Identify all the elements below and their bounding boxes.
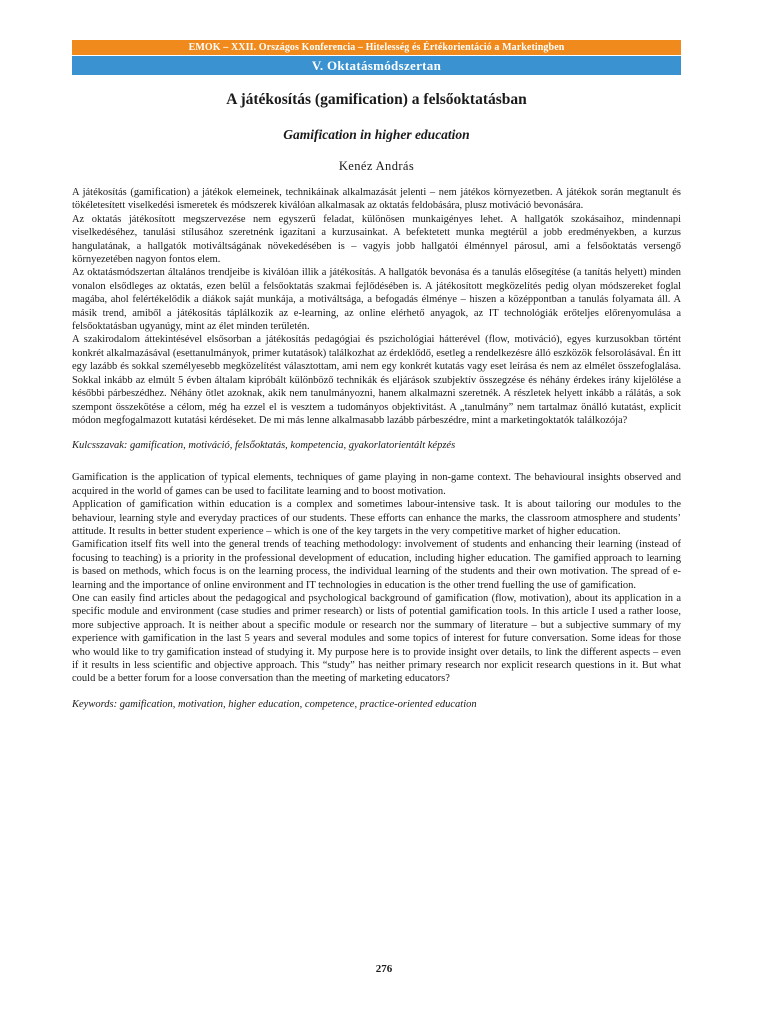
conference-header-band [72, 40, 681, 55]
article-author: Kenéz András [338, 159, 415, 173]
abstract-en-paragraph: Gamification itself fits well into the general trends of teaching methodology: involvement of students and enhancing their learning (instead of focusing to teaching) is a priority in the professional development of education, including higher education. The gamified approach to learning is based on methods, which focus is on the learning process, the individual learning of the students and their own motivation. The spread of e-learning and the importance of online environment and IT technologies in education is the other trend fuelling the use of gamification. [72, 539, 681, 591]
section-title: V. Oktatásmódszertan [311, 58, 442, 73]
abstract-english [72, 471, 681, 686]
abstract-en-paragraph: One can easily find articles about the pedagogical and psychological background of gamification (flow, motivation), about its application in a specific module and environment (case studies and primer research) or lists of potential gamification tools. In this article I used a rather loose, more subjective approach. It is neither about a specific module or research nor the summary of literature – but a subjective summary of my experience with gamification in the last 5 years and several modules and some topics of interest for future conversation. Some ideas for those who would like to try gamification instead of studying it. My purpose here is to provide insight over details, to link the different aspects – even if it results in less scientific and objective approach. This “study” has neither primary research nor explicit research questions in it. But what could be a better forum for a loose conversation than the meeting of marketing educators? [72, 592, 681, 685]
abstract-hu-paragraph: A játékosítás (gamification) a játékok elemeinek, technikáinak alkalmazását jelenti – nem játékos környezetben. A játékok során megtanult és tökéletesített viselkedési ismeretek és módszerek kiválóan alkalmasak az oktatás feldobására, plusz motiváció bevonására. [72, 187, 681, 212]
paper-page [72, 40, 681, 712]
abstract-hu-paragraph: Az oktatásmódszertan általános trendjeibe is kiválóan illik a játékosítás. A hallgatók bevonása és a tanulás elősegítése (a tanítás helyett) minden vonalon elsődleges az oktatás, ezen belül a felsőoktatás szakmai fejlődésében is. A játékosított megközelítés pedig olyan módszereket foglal magába, ahol felértékelődik a diákok saját munkája, a motiváltsága, a befogadás élménye – hiszen a középpontban a tanulás folyamata áll. A másik trend, amiből a játékosítás táplálkozik az e-learning, az online elérhető anyagok, az IT technológiák erőteljes előrenyomulása a felsőoktatásban ugyanúgy, mint az élet minden területén. [72, 267, 681, 333]
abstract-en-paragraph: Application of gamification within education is a complex and sometimes labour-intensive task. It is about tailoring our modules to the behaviour, learning style and everyday practices of our students. These efforts can enhance the marks, the classroom atmosphere and students’ attitude. It results in better student experience – which is one of the key targets in the very competitive market of higher education. [72, 499, 681, 537]
abstract-hu-paragraph: A szakirodalom áttekintésével elsősorban a játékosítás pedagógiai és pszichológiai hátterével (flow, motiváció), egyes kurzusokban történt konkrét alkalmazásával (esettanulmányok, primer kutatások) találkozhat az érdeklődő, esetleg a rendelkezésre álló eszközök felsorolásával. Én itt egy lazább és sokkal személyesebb megközelítést választottam, ami nem egy konkrét kutatás vagy eset leírása és nem az elmélet összefoglalása. Sokkal inkább az elmúlt 5 évben általam kipróbált különböző technikák és eljárások szubjektív összegzése és néhány érdekes irány kijelölése a későbbi párbeszédhez. Néhány ötlet azoknak, akik nem tanulmányozni, hanem alkalmazni szeretnék. A részletek helyett inkább a rálátás, a sok szempont összekötése a célom, még ha ezzel el is vesztem a tudományos objektivitást. A „tanulmány” nem tartalmaz önálló kutatást, explicit módon megfogalmazott kutatási kérdéseket. De mi más lenne alkalmasabb lazább párbeszédre, mint a marketingoktatók találkozója? [72, 334, 681, 426]
article-title: A játékosítás (gamification) a felsőoktatásban [226, 91, 527, 108]
keywords-hungarian: Kulcsszavak: gamification, motiváció, felsőoktatás, kompetencia, gyakorlatorientált képzés [72, 440, 456, 452]
abstract-en-paragraph: Gamification is the application of typical elements, techniques of game playing in non-game context. The behavioural insights observed and acquired in the world of games can be used to facilitate learning and to boost motivation. [72, 472, 681, 497]
keywords-english: Keywords: gamification, motivation, higher education, competence, practice-oriented education [72, 698, 477, 710]
section-header-band [72, 56, 681, 75]
conference-title: EMOK – XXII. Országos Konferencia – Hitelesség és Értékorientáció a Marketingben [188, 42, 565, 53]
page-number: 276 [375, 963, 393, 975]
abstract-hungarian [72, 186, 681, 427]
article-subtitle: Gamification in higher education [283, 127, 470, 142]
abstract-hu-paragraph: Az oktatás játékosított megszervezése nem egyszerű feladat, különösen munkaigényes lehet. A hallgatók szokásaihoz, mindennapi viselkedéséhez, tanulási stílusához szeretnénk igazítani a kurzusainkat. A befektetett munka megtérül a jobb eredményekben, a kurzus hangulatának, a hallgatók motiváltságának növekedésében is – vagyis jobb hallgatói élménnyel párosul, ami a felsőoktatás versengő környezetében nagyon fontos elem. [72, 213, 681, 266]
